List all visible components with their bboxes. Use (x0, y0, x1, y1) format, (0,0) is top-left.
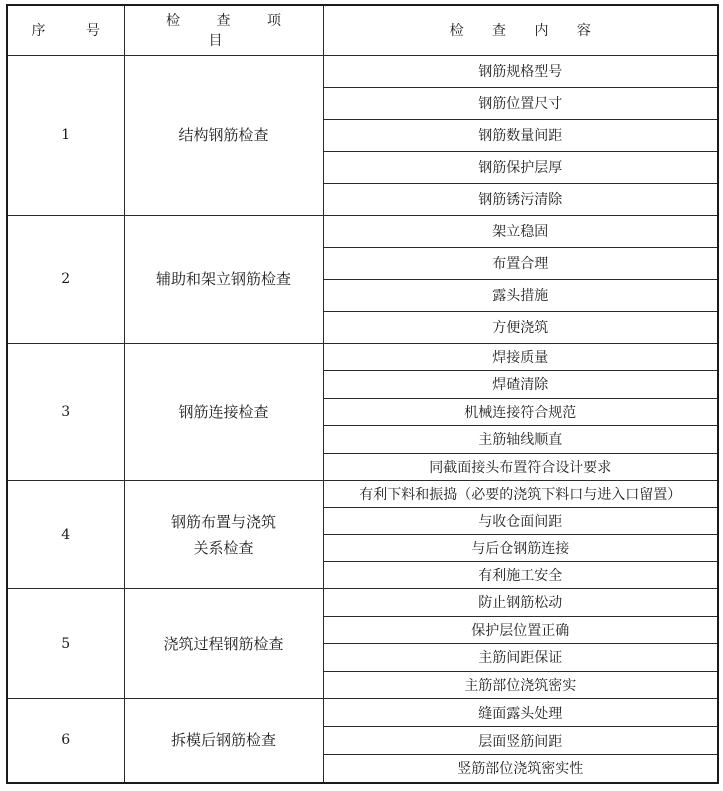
seq-cell: 4 (7, 481, 124, 589)
header-row (7, 5, 718, 55)
content-cell: 主筋间距保证 (323, 644, 718, 672)
content-cell: 保护层位置正确 (323, 616, 718, 644)
content-cell: 竖筋部位浇筑密实性 (323, 755, 718, 783)
content-cell: 层面竖筋间距 (323, 727, 718, 755)
content-cell: 主筋轴线顺直 (323, 426, 718, 454)
content-cell: 防止钢筋松动 (323, 589, 718, 617)
content-cell: 与后仓钢筋连接 (323, 535, 718, 562)
content-cell: 钢筋数量间距 (323, 119, 718, 151)
content-cell: 缝面露头处理 (323, 699, 718, 727)
seq-cell: 3 (7, 343, 124, 481)
table-row (7, 481, 718, 508)
content-cell: 钢筋位置尺寸 (323, 87, 718, 119)
seq-cell: 6 (7, 699, 124, 783)
content-cell: 机械连接符合规范 (323, 398, 718, 426)
content-cell: 钢筋保护层厚 (323, 151, 718, 183)
content-cell: 露头措施 (323, 279, 718, 311)
item-cell: 浇筑过程钢筋检查 (124, 589, 323, 699)
content-cell: 同截面接头布置符合设计要求 (323, 453, 718, 481)
header-seq: 序 号 (7, 5, 124, 55)
table-row (7, 699, 718, 727)
content-cell: 有利下料和振捣（必要的浇筑下料口与进入口留置） (323, 481, 718, 508)
item-cell: 辅助和架立钢筋检查 (124, 215, 323, 343)
content-cell: 架立稳固 (323, 215, 718, 247)
inspection-table (6, 4, 719, 784)
content-cell: 方便浇筑 (323, 311, 718, 343)
seq-cell: 2 (7, 215, 124, 343)
item-cell (124, 481, 323, 589)
table-row (7, 343, 718, 371)
item-cell: 拆模后钢筋检查 (124, 699, 323, 783)
item-cell: 结构钢筋检查 (124, 55, 323, 215)
content-cell: 钢筋锈污清除 (323, 183, 718, 215)
header-content: 检 查 内 容 (323, 5, 718, 55)
content-cell: 主筋部位浇筑密实 (323, 671, 718, 699)
content-cell: 有利施工安全 (323, 562, 718, 589)
table-row (7, 55, 718, 87)
item-line-1: 钢筋布置与浇筑 (170, 512, 276, 531)
content-cell: 焊接质量 (323, 343, 718, 371)
header-item: 检 查 项 目 (124, 5, 323, 55)
seq-cell: 1 (7, 55, 124, 215)
content-cell: 钢筋规格型号 (323, 55, 718, 87)
content-cell: 布置合理 (323, 247, 718, 279)
table-row (7, 215, 718, 247)
seq-cell: 5 (7, 589, 124, 699)
item-line-2: 关系检查 (193, 538, 254, 557)
table-row (7, 589, 718, 617)
content-cell: 焊碴清除 (323, 371, 718, 399)
content-cell: 与收仓面间距 (323, 508, 718, 535)
item-cell: 钢筋连接检查 (124, 343, 323, 481)
